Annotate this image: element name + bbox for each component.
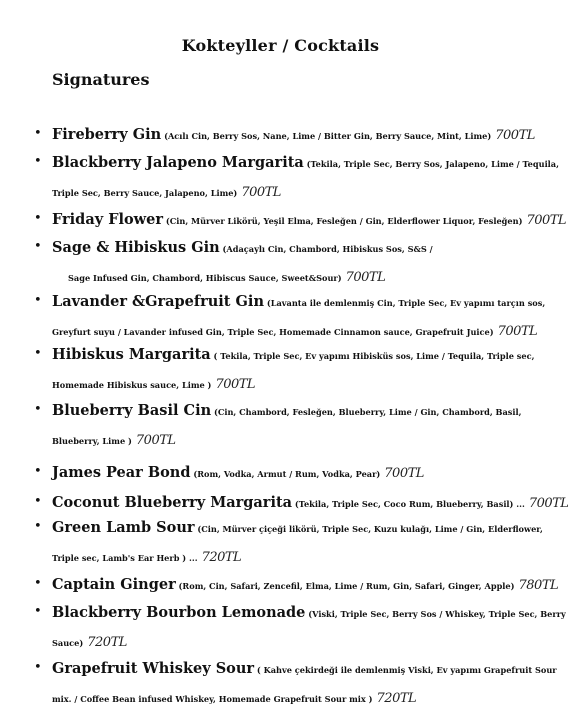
bullet-icon: •	[34, 604, 42, 619]
cocktail-ingredients: (Cin, Chambord, Fesleğen, Blueberry, Lime / Gin, Chambord, Basil,	[211, 407, 522, 417]
menu-item-line	[52, 657, 557, 681]
cocktail-price: 720TL	[376, 691, 417, 706]
cocktail-price: 720TL	[87, 635, 127, 650]
cocktail-price: 700TL	[241, 185, 281, 200]
menu-item-continuation	[52, 180, 281, 204]
cocktail-ingredients: (Adaçaylı Cin, Chambord, Hibiskus Sos, S&S /	[219, 244, 433, 254]
menu-item-continuation	[52, 372, 255, 396]
cocktail-name: Blackberry Jalapeno Margarita	[52, 154, 304, 171]
cocktail-ingredients-continued: Sauce)	[52, 638, 84, 648]
cocktail-ingredients: (Tekila, Triple Sec, Coco Rum, Blueberry, Basil) ...	[292, 499, 525, 509]
cocktail-price: 700TL	[497, 324, 538, 339]
menu-item-line	[52, 461, 424, 485]
cocktail-ingredients: ( Tekila, Triple Sec, Ev yapımı Hibisküs sos, Lime / Tequila, Triple sec,	[210, 351, 535, 361]
cocktail-ingredients-continued: mix. / Coffee Bean infused Whiskey, Homemade Grapefruit Sour mix )	[52, 694, 373, 704]
cocktail-ingredients: (Acılı Cin, Berry Sos, Nane, Lime / Bitter Gin, Berry Sauce, Mint, Lime)	[161, 131, 492, 141]
page-title: Kokteyller / Cocktails	[181, 36, 380, 55]
cocktail-price: 700TL	[528, 496, 568, 511]
bullet-icon: •	[34, 464, 42, 479]
cocktail-name: Green Lamb Sour	[52, 519, 195, 536]
menu-item-line	[52, 573, 558, 597]
cocktail-ingredients: (Lavanta ile demlenmiş Cin, Triple Sec, Ev yapımı tarçın sos,	[264, 298, 546, 308]
menu-item-line	[52, 123, 535, 147]
bullet-icon: •	[34, 239, 42, 254]
cocktail-ingredients: (Rom, Cin, Safari, Zencefil, Elma, Lime / Rum, Gin, Safari, Ginger, Apple)	[175, 581, 515, 591]
bullet-icon: •	[34, 402, 42, 417]
bullet-icon: •	[34, 346, 42, 361]
menu-item-continuation	[52, 630, 127, 654]
cocktail-ingredients-continued: Blueberry, Lime )	[52, 436, 132, 446]
cocktail-name: Blueberry Basil Cin	[52, 402, 212, 419]
cocktail-ingredients: (Cin, Mürver Likörü, Yeşil Elma, Fesleğen / Gin, Elderflower Liquor, Fesleğen)	[163, 216, 523, 226]
menu-item-line	[52, 290, 545, 314]
menu-item-continuation	[52, 686, 416, 710]
cocktail-price: 700TL	[384, 466, 424, 481]
menu-item-line	[52, 601, 566, 625]
cocktail-name: Lavander &Grapefruit Gin	[52, 293, 264, 310]
menu-item-line	[52, 516, 543, 540]
cocktail-ingredients: (Rom, Vodka, Armut / Rum, Vodka, Pear)	[190, 469, 381, 479]
cocktail-name: James Pear Bond	[52, 464, 191, 481]
bullet-icon: •	[34, 154, 42, 169]
cocktail-ingredients-continued: Triple sec, Lamb's Ear Herb ) ...	[52, 553, 198, 563]
menu-item-line	[52, 343, 534, 367]
menu-item-line	[52, 151, 559, 175]
cocktail-price: 700TL	[215, 377, 256, 392]
menu-item-line	[52, 491, 568, 515]
bullet-icon: •	[34, 293, 42, 308]
cocktail-ingredients-continued: Homemade Hibiskus sauce, Lime )	[52, 380, 212, 390]
menu-item-continuation	[52, 428, 176, 452]
cocktail-price: 700TL	[135, 433, 176, 448]
cocktail-name: Coconut Blueberry Margarita	[52, 494, 293, 511]
cocktail-name: Fireberry Gin	[52, 126, 162, 143]
menu-item-continuation	[52, 319, 537, 343]
bullet-icon: •	[34, 494, 42, 509]
bullet-icon: •	[34, 519, 42, 534]
cocktail-name: Grapefruit Whiskey Sour	[52, 660, 255, 677]
menu-item-continuation	[52, 545, 241, 569]
cocktail-name: Sage & Hibiskus Gin	[52, 239, 220, 256]
cocktail-ingredients-continued: Sage Infused Gin, Chambord, Hibiscus Sauce, Sweet&Sour)	[68, 273, 342, 283]
cocktail-name: Captain Ginger	[52, 576, 176, 593]
cocktail-name: Hibiskus Margarita	[52, 346, 211, 363]
cocktail-price: 700TL	[495, 128, 535, 143]
cocktail-price: 700TL	[345, 270, 386, 285]
section-heading: Signatures	[52, 70, 150, 89]
bullet-icon: •	[34, 576, 42, 591]
cocktail-price: 720TL	[201, 550, 242, 565]
menu-item-continuation	[68, 265, 385, 289]
cocktail-ingredients: (Tekila, Triple Sec, Berry Sos, Jalapeno, Lime / Tequila,	[303, 159, 559, 169]
cocktail-ingredients: (Cin, Mürver çiçeği likörü, Triple Sec, Kuzu kulağı, Lime / Gin, Elderflower,	[194, 524, 543, 534]
menu-item-line	[52, 399, 521, 423]
cocktail-ingredients: (Viski, Triple Sec, Berry Sos / Whiskey, Triple Sec, Berry	[305, 609, 566, 619]
menu-item-line	[52, 208, 566, 232]
menu-item-line	[52, 236, 433, 260]
cocktail-ingredients-continued: Greyfurt suyu / Lavander infused Gin, Triple Sec, Homemade Cinnamon sauce, Grapefruit Juice)	[52, 327, 494, 337]
bullet-icon: •	[34, 660, 42, 675]
bullet-icon: •	[34, 211, 42, 226]
cocktail-name: Friday Flower	[52, 211, 164, 228]
bullet-icon: •	[34, 126, 42, 141]
cocktail-price: 700TL	[526, 213, 567, 228]
cocktail-price: 780TL	[518, 578, 559, 593]
cocktail-name: Blackberry Bourbon Lemonade	[52, 604, 306, 621]
cocktail-ingredients: ( Kahve çekirdeği ile demlenmiş Viski, Ev yapımı Grapefruit Sour	[254, 665, 557, 675]
cocktail-ingredients-continued: Triple Sec, Berry Sauce, Jalapeno, Lime)	[52, 188, 238, 198]
